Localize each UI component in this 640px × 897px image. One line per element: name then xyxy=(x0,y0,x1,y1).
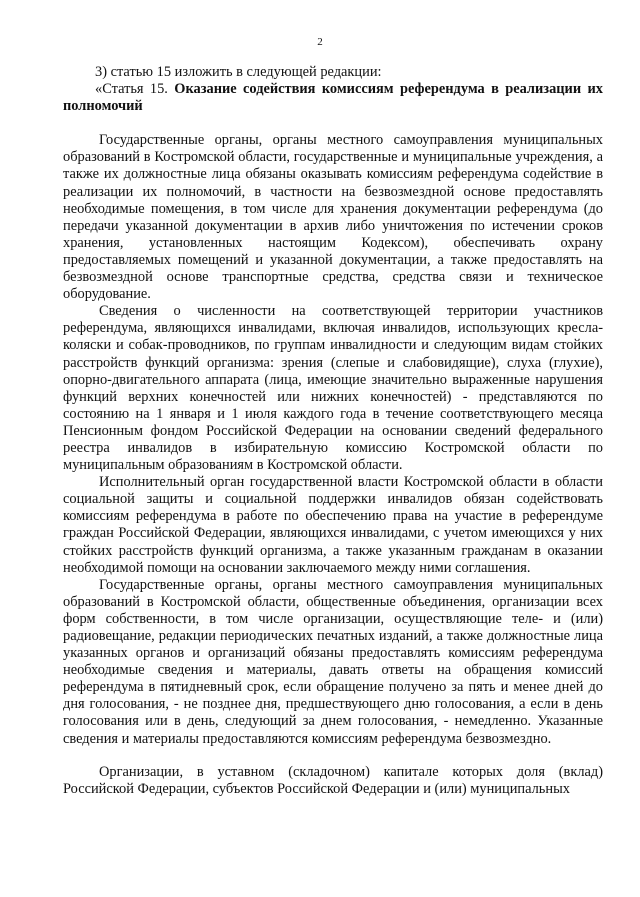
page-number: 2 xyxy=(317,36,323,48)
article-prefix: «Статья 15. xyxy=(95,81,168,98)
article-heading xyxy=(63,81,603,115)
paragraph-2: Сведения о численности на соответствующей территории участников референдума, являющихся инвалидами, включая инвалидов, использующих кресла-коляски и собак-проводников, по группам инвалидности и следующим видам стойких расстройств функций организма: зрения (слепые и слабовидящие), слуха (глухие), опорно-двигательного аппарата (лица, имеющие значительно выраженные нарушения функций верхних конечностей или нижних конечностей) - представляются по состоянию на 1 января и 1 июля каждого года в течение соответствующего месяца Пенсионным фондом Российской Федерации на основании сведений федерального реестра инвалидов в избирательную комиссию Костромской области по муниципальным образованиям в Костромской области. xyxy=(63,303,603,474)
paragraph-1: Государственные органы, органы местного самоуправления муниципальных образований в Костромской области, государственные и муниципальные учреждения, а также их должностные лица обязаны оказывать комиссиям референдума содействие в реализации их полномочий, в частности на безвозмездной основе предоставлять необходимые помещения, в том числе для хранения документации референдума (до передачи указанной документации в архив либо уничтожения по истечении сроков хранения, установленных настоящим Кодексом), обеспечивать охрану предоставляемых помещений и указанной документации, а также предоставлять на безвозмездной основе транспортные средства, средства связи и техническое оборудование. xyxy=(63,132,603,303)
paragraph-4: Государственные органы, органы местного самоуправления муниципальных образований в Костромской области, общественные объединения, организации всех форм собственности, в том числе организации, осуществляющие теле- и (или) радиовещание, редакции периодических печатных изданий, а также должностные лица указанных органов и организаций обязаны предоставлять комиссиям референдума необходимые сведения и материалы, давать ответы на обращения комиссий референдума в пятидневный срок, если обращение получено за пять и менее дней до дня голосования, - не позднее дня, предшествующего дню голосования, а если в день голосования или в день, следующий за днем голосования, - немедленно. Указанные сведения и материалы предоставляются комиссиям референдума безвозмездно. xyxy=(63,576,603,747)
paragraph-5: Организации, в уставном (складочном) капитале которых доля (вклад) Российской Федерации, субъектов Российской Федерации и (или) муниципальных xyxy=(63,763,603,797)
amendment-intro: 3) статью 15 изложить в следующей редакции: xyxy=(95,64,382,80)
document-body xyxy=(63,64,603,798)
paragraph-3: Исполнительный орган государственной власти Костромской области в области социальной защиты и социальной поддержки инвалидов обязан содействовать комиссиям референдума в работе по обеспечению права на участие в референдуме граждан Российской Федерации, являющихся инвалидами, с учетом имеющихся у них стойких расстройств функций организма, а также указанным гражданам в оказании необходимой помощи на основании заключаемого между ними соглашения. xyxy=(63,474,603,576)
article-title: Оказание содействия комиссиям референдума в реализации их полномочий xyxy=(63,81,603,115)
